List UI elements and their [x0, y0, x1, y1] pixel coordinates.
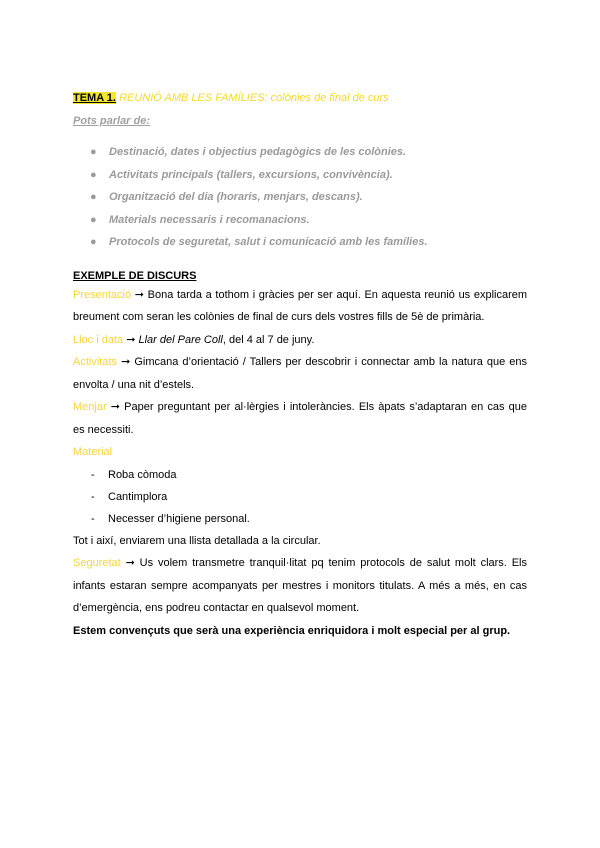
exemple-heading: EXEMPLE DE DISCURS [73, 269, 197, 282]
page-title [73, 90, 527, 106]
closing-statement: Estem convençuts que serà una experiència enriquidora i molt especial per al grup. [73, 624, 511, 637]
section-lloc [73, 329, 527, 352]
list-item [90, 231, 527, 254]
topic-text: Organització del dia (horaris, menjars, descans). [109, 191, 363, 203]
arrow-icon: ➞ [125, 557, 135, 569]
section-label: Activitats [73, 356, 118, 368]
dash-icon: - [91, 512, 95, 525]
bullet-icon: ● [90, 191, 97, 203]
section-label: Presentació [73, 288, 132, 301]
topics-list [73, 141, 527, 254]
list-item [90, 209, 527, 232]
section-seguretat [73, 552, 527, 620]
materials-list [73, 464, 527, 530]
section-label: Menjar [73, 401, 107, 413]
dash-icon: - [91, 490, 95, 503]
list-item [91, 486, 527, 508]
section-presentacio [73, 284, 527, 329]
section-text: Gimcana d’orientació / Tallers per descobrir i connectar amb la natura que ens envolta / una nit d’estels. [73, 356, 527, 391]
list-item [90, 186, 527, 209]
section-menjar [73, 396, 527, 441]
bullet-icon: ● [90, 236, 97, 248]
section-material [73, 441, 527, 464]
arrow-icon: ➞ [126, 333, 136, 346]
material-text: Necesser d’higiene personal. [108, 512, 250, 525]
arrow-icon: ➞ [134, 288, 144, 301]
bullet-icon: ● [90, 213, 97, 226]
topic-text: Materials necessaris i recomanacions. [109, 213, 310, 226]
section-label: Material [73, 446, 113, 458]
arrow-icon: ➞ [110, 401, 120, 413]
list-item [90, 164, 527, 187]
list-item [90, 141, 527, 164]
tema-label: TEMA 1. [73, 92, 116, 104]
list-item [91, 508, 527, 530]
place-name: Llar del Pare Coll [138, 333, 223, 346]
arrow-icon: ➞ [121, 356, 131, 368]
section-label: Lloc i data [73, 333, 124, 346]
list-item [91, 464, 527, 486]
section-activitats [73, 351, 527, 396]
section-text: Bona tarda a tothom i gràcies per ser aquí. En aquesta reunió us explicarem breument com seran les colònies de final de curs dels vostres fills de 5è de primària. [73, 288, 528, 323]
pots-parlar-heading: Pots parlar de: [73, 115, 151, 127]
section-text: , del 4 al 7 de juny. [222, 333, 315, 346]
topic-text: Activitats principals (tallers, excursions, convivència). [109, 168, 393, 181]
bullet-icon: ● [90, 146, 97, 158]
material-text: Cantimplora [108, 490, 168, 503]
bullet-icon: ● [90, 168, 97, 181]
document-content [73, 90, 527, 642]
tema-subtitle: REUNIÓ AMB LES FAMÍLIES: colònies de final de curs [119, 92, 389, 104]
topic-text: Destinació, dates i objectius pedagògics de les colònies. [109, 146, 407, 158]
section-text: Paper preguntant per al·lèrgies i intoleràncies. Els àpats s’adaptaran en cas que es necessiti. [73, 401, 527, 436]
topic-text: Protocols de seguretat, salut i comunicació amb les famílies. [109, 236, 428, 248]
dash-icon: - [91, 468, 95, 481]
section-text: Us volem transmetre tranquil·litat pq tenim protocols de salut molt clars. Els infants estaran sempre acompanyats per mestres i monitors titulats. A més a més, en cas d’emergència, ens podreu contactar en qualsevol moment. [73, 557, 527, 614]
material-text: Roba còmoda [108, 468, 177, 481]
section-label: Seguretat [73, 557, 121, 569]
llista-note: Tot i així, enviarem una llista detallada a la circular. [73, 534, 321, 547]
